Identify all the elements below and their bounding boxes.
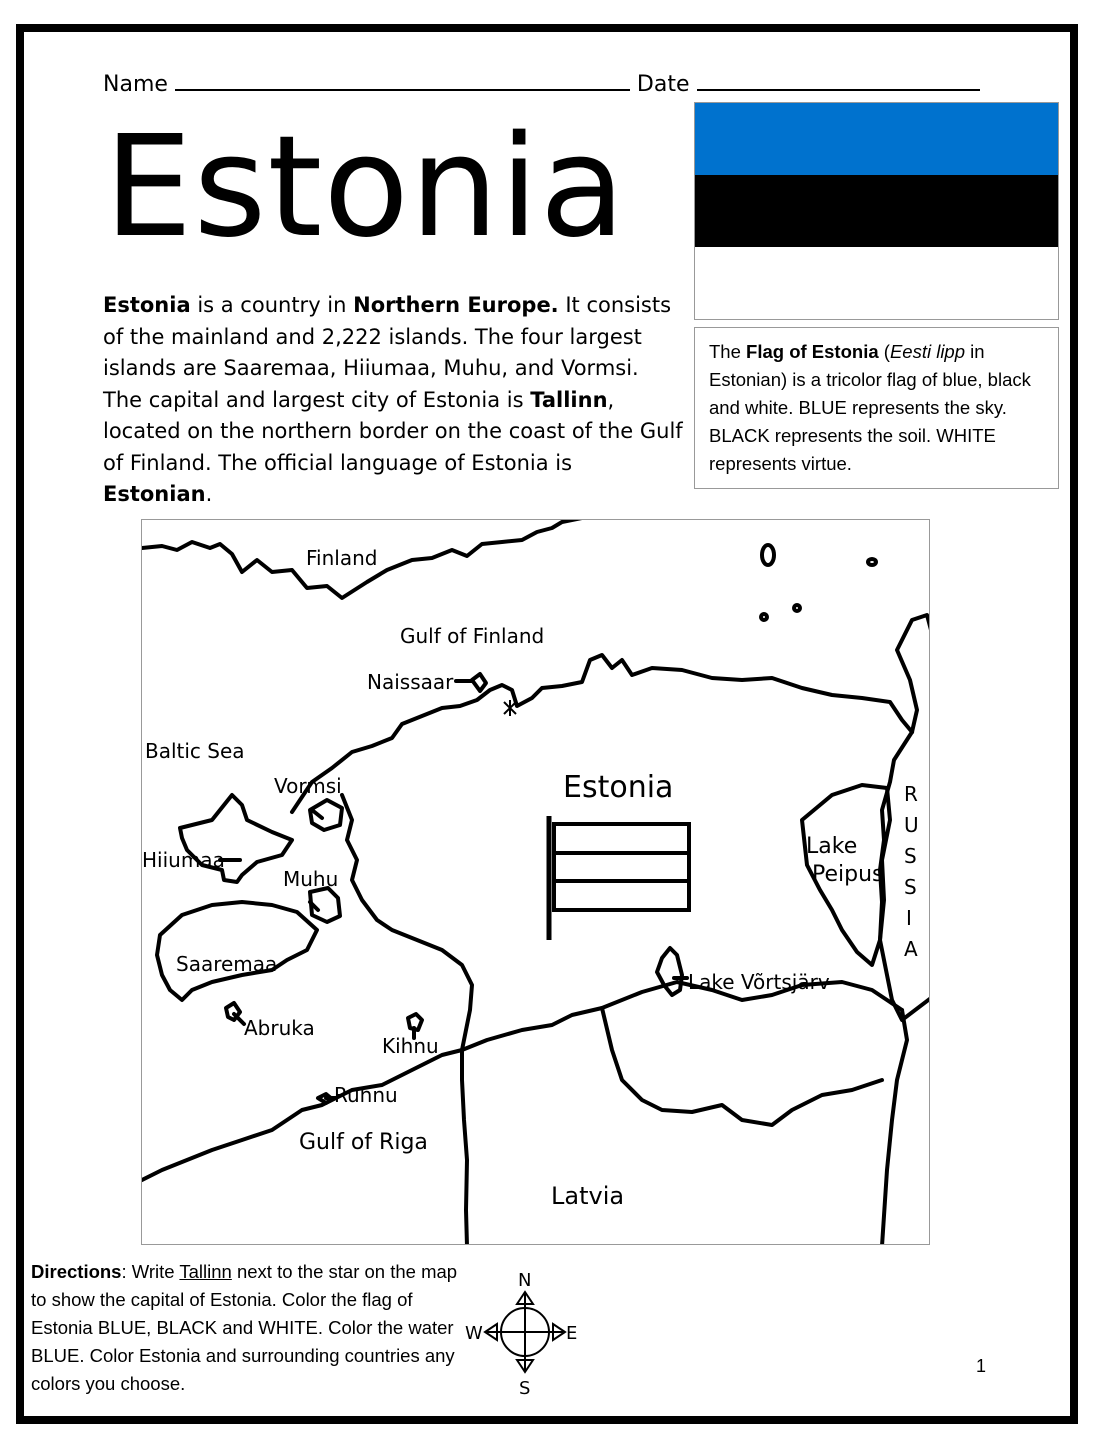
intro-text-b: It consists of the mainland and 2,222 islands. The four largest islands are Saaremaa, Hiiumaa, Muhu, and Vormsi. The capital and largest city of Estonia is	[103, 293, 672, 412]
tallinn-star	[504, 700, 516, 716]
intro-bold-tallinn: Tallinn	[530, 387, 608, 412]
name-field[interactable]	[175, 73, 630, 91]
label-finland: Finland	[306, 546, 378, 570]
label-gulf-of-riga: Gulf of Riga	[299, 1130, 428, 1155]
label-ruhnu: Ruhnu	[334, 1083, 398, 1107]
label-baltic-sea: Baltic Sea	[145, 739, 245, 763]
flag-stripe-black	[695, 175, 1058, 247]
flag-info-bold: Flag of Estonia	[746, 341, 879, 362]
compass-n: N	[518, 1270, 532, 1291]
intro-text-d: .	[205, 482, 213, 506]
label-lake-peipus-line1: Lake	[806, 834, 858, 859]
label-gulf-of-finland: Gulf of Finland	[400, 624, 545, 648]
label-russia-u: U	[904, 813, 919, 837]
page-title: Estonia	[104, 106, 627, 269]
label-russia-i: I	[906, 906, 912, 930]
intro-paragraph	[103, 290, 683, 511]
intro-bold-europe: Northern Europe.	[353, 293, 559, 317]
flag-info-text-b: (	[878, 341, 890, 362]
page-number: 1	[976, 1356, 987, 1376]
compass-s: S	[519, 1378, 531, 1399]
directions-tallinn: Tallinn	[179, 1261, 232, 1282]
intro-text-c: , located on the northern border on the coast of the Gulf of Finland. The official language of Estonia is	[103, 387, 683, 475]
compass-w: W	[465, 1323, 483, 1344]
date-field[interactable]	[697, 73, 980, 91]
intro-bold-estonia: Estonia	[103, 293, 191, 317]
flag-stripe-white	[695, 247, 1058, 319]
directions-text-a: : Write	[121, 1261, 180, 1282]
map-flag	[549, 816, 689, 940]
name-date-line	[103, 72, 980, 97]
label-russia-r: R	[904, 782, 918, 806]
label-lake-vortsjarv: Lake Võrtsjärv	[688, 970, 830, 994]
label-latvia: Latvia	[551, 1182, 625, 1210]
date-label: Date	[636, 72, 690, 97]
label-vormsi: Vormsi	[274, 774, 342, 798]
compass-rose-icon	[462, 1264, 592, 1399]
name-label: Name	[103, 72, 168, 97]
flag-info-box	[694, 327, 1059, 489]
label-russia-s1: S	[904, 844, 917, 868]
estonia-map	[141, 519, 930, 1245]
compass-e: E	[566, 1323, 578, 1344]
flag-info-text-c: in Estonian) is a tricolor flag of blue, black and white. BLUE represents the sky. BLACK represents the soil. WHITE represents virtue.	[709, 341, 1031, 474]
intro-text-a: is a country in	[190, 293, 354, 317]
label-naissaar: Naissaar	[367, 670, 454, 694]
label-russia-s2: S	[904, 875, 917, 899]
label-hiiumaa: Hiiumaa	[142, 848, 225, 872]
estonia-flag	[694, 102, 1059, 320]
directions-text-b: next to the star on the map to show the capital of Estonia. Color the flag of Estonia BLUE, BLACK and WHITE. Color the water BLUE. Color Estonia and surrounding countries any colors you choose.	[31, 1261, 458, 1394]
label-lake-peipus-line2: Peipus	[812, 862, 884, 887]
intro-bold-estonian: Estonian	[103, 482, 206, 506]
directions-text	[31, 1258, 471, 1398]
flag-info-italic: Eesti lipp	[889, 341, 966, 362]
label-estonia: Estonia	[563, 770, 674, 805]
label-abruka: Abruka	[244, 1016, 315, 1040]
label-saaremaa: Saaremaa	[176, 952, 278, 976]
flag-info-text-a: The	[709, 341, 747, 362]
flag-stripe-blue	[695, 103, 1058, 175]
label-russia-a: A	[904, 937, 918, 961]
directions-heading: Directions	[31, 1261, 122, 1282]
label-kihnu: Kihnu	[382, 1034, 439, 1058]
label-muhu: Muhu	[283, 867, 339, 891]
